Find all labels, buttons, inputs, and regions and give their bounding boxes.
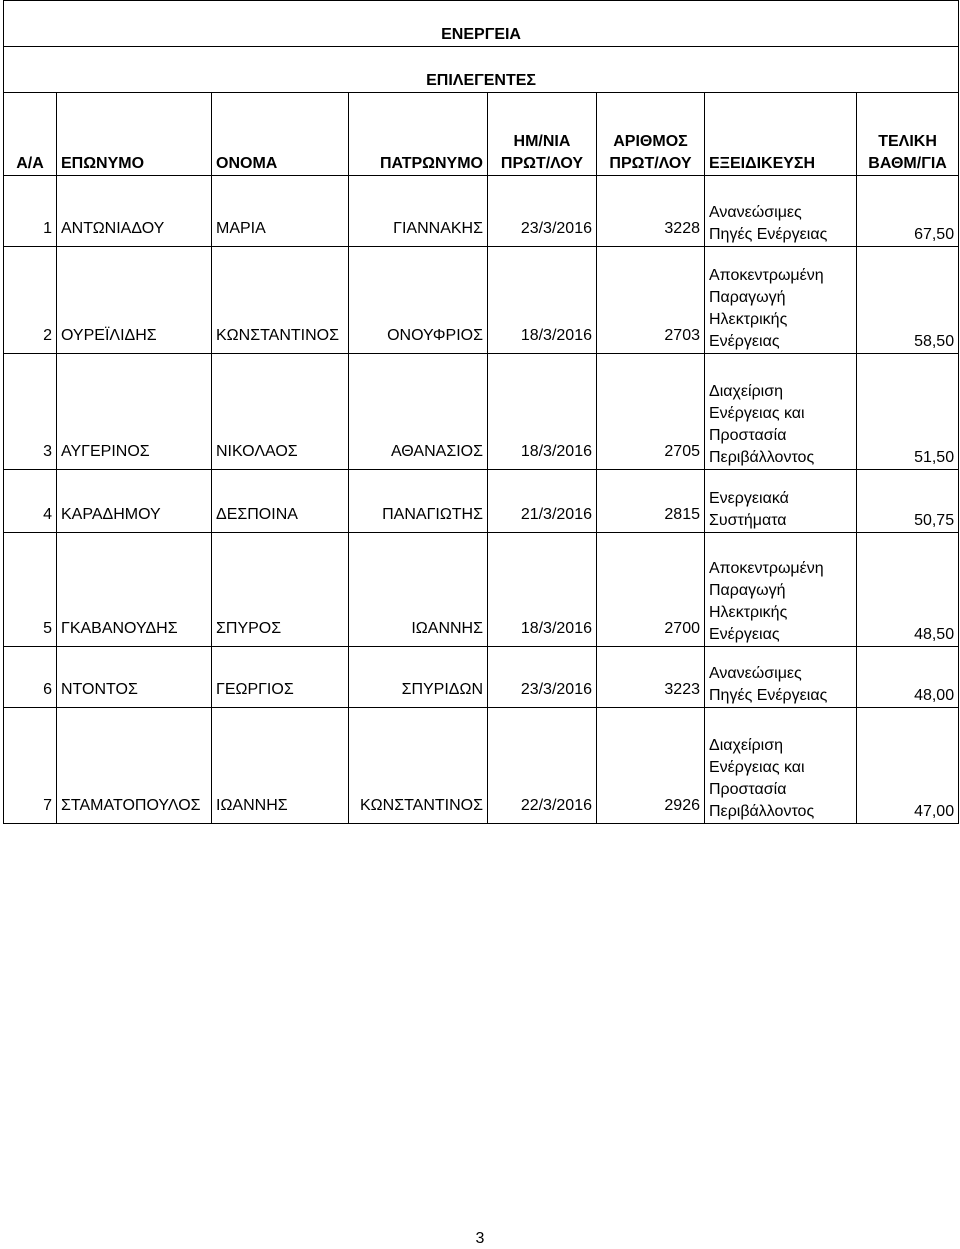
cell-protocol: 3228 — [597, 176, 705, 247]
cell-name: ΓΕΩΡΓΙΟΣ — [212, 647, 349, 708]
cell-aa: 7 — [4, 708, 57, 824]
cell-father: ΚΩΝΣΤΑΝΤΙΝΟΣ — [349, 708, 488, 824]
cell-protocol: 3223 — [597, 647, 705, 708]
cell-name: ΣΠΥΡΟΣ — [212, 533, 349, 647]
col-header-grade-line2: ΒΑΘΜ/ΓΙΑ — [868, 155, 947, 172]
cell-father: ΠΑΝΑΓΙΩΤΗΣ — [349, 470, 488, 533]
cell-surname: ΑΥΓΕΡΙΝΟΣ — [57, 354, 212, 470]
cell-protocol: 2703 — [597, 247, 705, 354]
table-row — [4, 647, 959, 708]
cell-specialization — [705, 708, 857, 824]
cell-name: ΝΙΚΟΛΑΟΣ — [212, 354, 349, 470]
specialization-line: Ηλεκτρικής — [709, 604, 788, 621]
cell-aa: 2 — [4, 247, 57, 354]
specialization-line: Ενέργειας — [709, 626, 780, 643]
cell-date: 23/3/2016 — [488, 647, 597, 708]
cell-specialization — [705, 533, 857, 647]
cell-protocol: 2705 — [597, 354, 705, 470]
cell-grade: 47,00 — [857, 708, 959, 824]
specialization-line: Πηγές Ενέργειας — [709, 687, 828, 704]
cell-grade: 50,75 — [857, 470, 959, 533]
table-row — [4, 533, 959, 647]
col-header-date-line2: ΠΡΩΤ/ΛΟΥ — [500, 155, 584, 172]
specialization-line: Ενέργειας — [709, 333, 780, 350]
cell-specialization — [705, 647, 857, 708]
cell-father: ΟΝΟΥΦΡΙΟΣ — [349, 247, 488, 354]
specialization-line: Ανανεώσιμες — [709, 665, 802, 682]
cell-father: ΑΘΑΝΑΣΙΟΣ — [349, 354, 488, 470]
cell-specialization — [705, 176, 857, 247]
specialization-line: Διαχείριση — [709, 383, 784, 400]
table-row — [4, 247, 959, 354]
cell-protocol: 2700 — [597, 533, 705, 647]
specialization-line: Περιβάλλοντος — [709, 803, 815, 820]
candidates-table — [3, 0, 959, 824]
col-header-protocol-line2: ΠΡΩΤ/ΛΟΥ — [609, 155, 692, 172]
cell-specialization — [705, 247, 857, 354]
cell-surname: ΝΤΟΝΤΟΣ — [57, 647, 212, 708]
cell-name: ΚΩΝΣΤΑΝΤΙΝΟΣ — [212, 247, 349, 354]
cell-aa: 5 — [4, 533, 57, 647]
specialization-line: Περιβάλλοντος — [709, 449, 815, 466]
col-header-protocol-line1: ΑΡΙΘΜΟΣ — [613, 133, 688, 150]
subtitle-row — [4, 47, 959, 93]
cell-protocol: 2815 — [597, 470, 705, 533]
col-header-date-line1: ΗΜ/ΝΙΑ — [513, 133, 571, 150]
cell-date: 18/3/2016 — [488, 533, 597, 647]
specialization-line: Ενέργειας και — [709, 759, 805, 776]
cell-specialization — [705, 354, 857, 470]
col-header-protocol — [597, 93, 705, 176]
cell-father: ΙΩΑΝΝΗΣ — [349, 533, 488, 647]
cell-date: 23/3/2016 — [488, 176, 597, 247]
cell-date: 18/3/2016 — [488, 247, 597, 354]
specialization-line: Συστήματα — [709, 512, 787, 529]
cell-surname: ΑΝΤΩΝΙΑΔΟΥ — [57, 176, 212, 247]
cell-name: ΜΑΡΙΑ — [212, 176, 349, 247]
cell-grade: 48,00 — [857, 647, 959, 708]
page-subtitle: ΕΠΙΛΕΓΕΝΤΕΣ — [4, 47, 959, 93]
specialization-line: Ηλεκτρικής — [709, 311, 788, 328]
cell-name: ΔΕΣΠΟΙΝΑ — [212, 470, 349, 533]
header-row — [4, 93, 959, 176]
table-row — [4, 708, 959, 824]
page-title: ΕΝΕΡΓΕΙΑ — [4, 1, 959, 47]
cell-surname: ΣΤΑΜΑΤΟΠΟΥΛΟΣ — [57, 708, 212, 824]
cell-date: 21/3/2016 — [488, 470, 597, 533]
title-row — [4, 1, 959, 47]
cell-specialization — [705, 470, 857, 533]
cell-father: ΓΙΑΝΝΑΚΗΣ — [349, 176, 488, 247]
col-header-grade — [857, 93, 959, 176]
cell-protocol: 2926 — [597, 708, 705, 824]
specialization-line: Προστασία — [709, 781, 787, 798]
cell-grade: 58,50 — [857, 247, 959, 354]
col-header-date — [488, 93, 597, 176]
specialization-line: Διαχείριση — [709, 737, 784, 754]
cell-aa: 6 — [4, 647, 57, 708]
specialization-line: Αποκεντρωμένη — [709, 560, 824, 577]
col-header-surname: ΕΠΩΝΥΜΟ — [57, 93, 212, 176]
specialization-line: Παραγωγή — [709, 582, 786, 599]
cell-aa: 1 — [4, 176, 57, 247]
specialization-line: Ανανεώσιμες — [709, 204, 802, 221]
cell-grade: 67,50 — [857, 176, 959, 247]
cell-name: ΙΩΑΝΝΗΣ — [212, 708, 349, 824]
table-row — [4, 470, 959, 533]
col-header-aa: Α/Α — [4, 93, 57, 176]
specialization-line: Προστασία — [709, 427, 787, 444]
col-header-grade-line1: ΤΕΛΙΚΗ — [878, 133, 937, 150]
cell-surname: ΓΚΑΒΑΝΟΥΔΗΣ — [57, 533, 212, 647]
specialization-line: Παραγωγή — [709, 289, 786, 306]
cell-surname: ΟΥΡΕΪΛΙΔΗΣ — [57, 247, 212, 354]
table-body — [4, 176, 959, 824]
table-row — [4, 176, 959, 247]
cell-surname: ΚΑΡΑΔΗΜΟΥ — [57, 470, 212, 533]
specialization-line: Αποκεντρωμένη — [709, 267, 824, 284]
specialization-line: Ενέργειας και — [709, 405, 805, 422]
cell-grade: 51,50 — [857, 354, 959, 470]
cell-grade: 48,50 — [857, 533, 959, 647]
cell-date: 18/3/2016 — [488, 354, 597, 470]
col-header-specialization: ΕΞΕΙΔΙΚΕΥΣΗ — [705, 93, 857, 176]
col-header-father: ΠΑΤΡΩΝΥΜΟ — [349, 93, 488, 176]
cell-aa: 4 — [4, 470, 57, 533]
cell-date: 22/3/2016 — [488, 708, 597, 824]
cell-father: ΣΠΥΡΙΔΩΝ — [349, 647, 488, 708]
specialization-line: Ενεργειακά — [709, 490, 789, 507]
page-number: 3 — [475, 1230, 485, 1247]
col-header-name: ΟΝΟΜΑ — [212, 93, 349, 176]
specialization-line: Πηγές Ενέργειας — [709, 226, 828, 243]
cell-aa: 3 — [4, 354, 57, 470]
table-row — [4, 354, 959, 470]
